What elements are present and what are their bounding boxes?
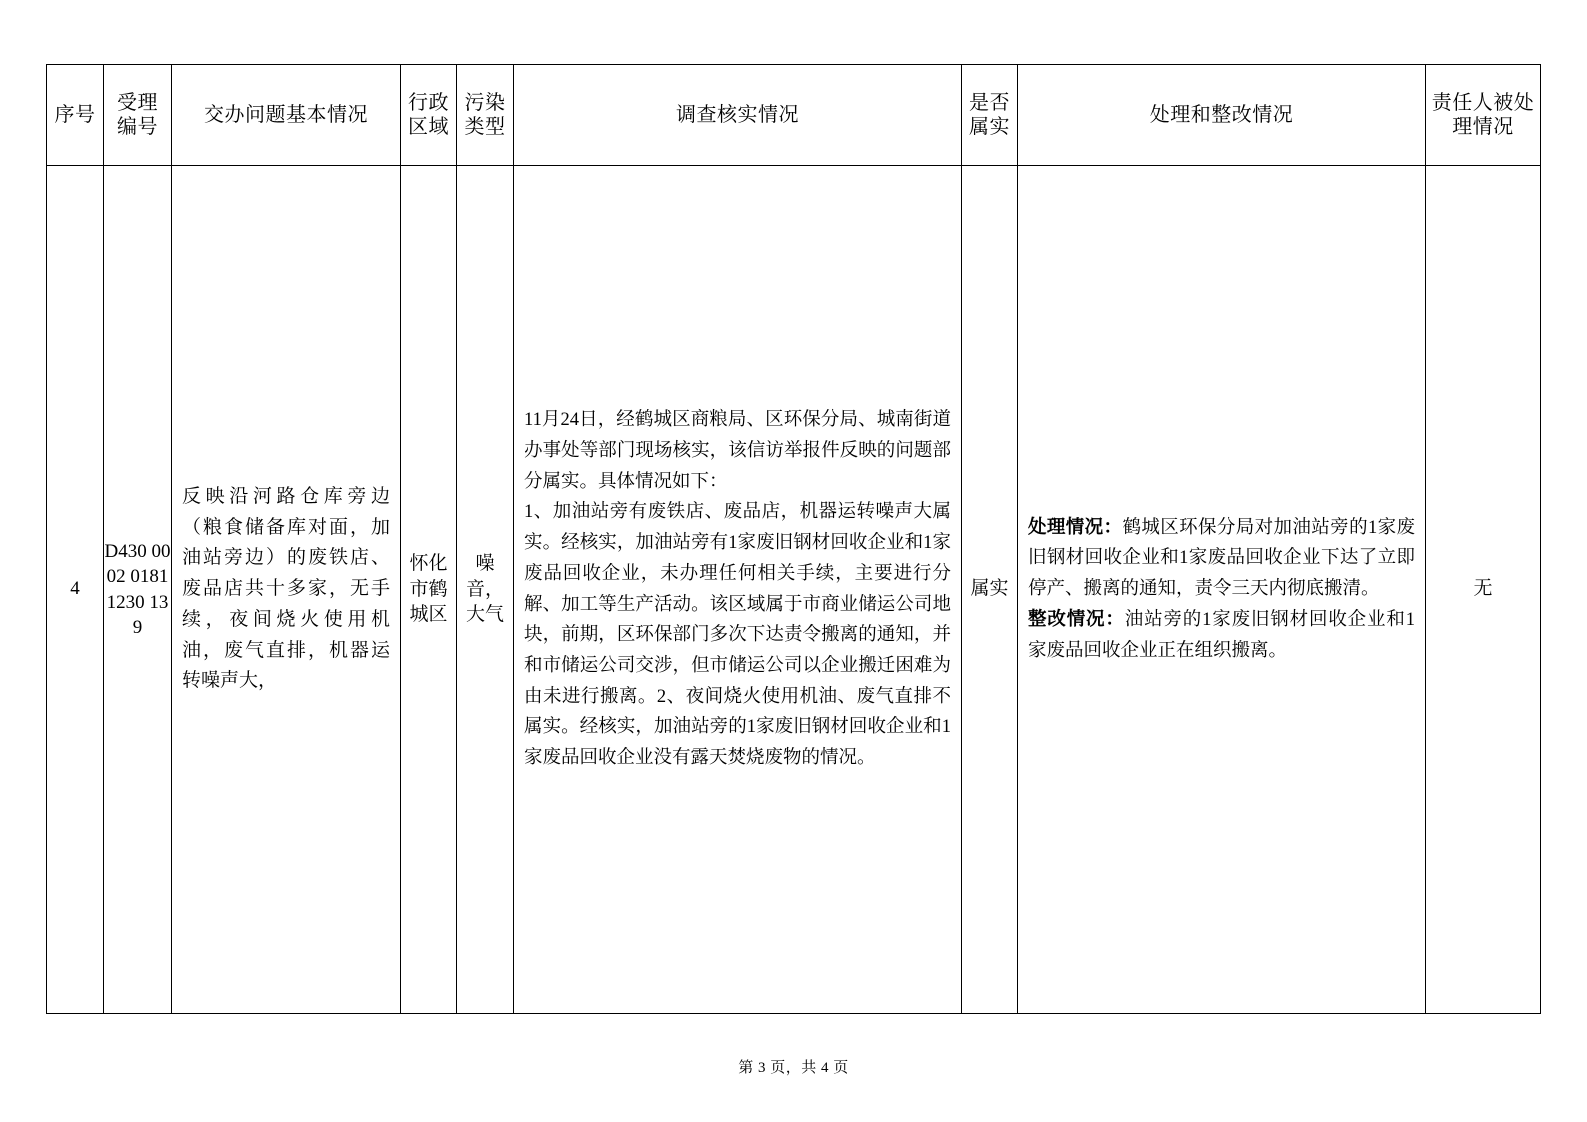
- cell-seq: 4: [47, 166, 104, 1014]
- handling-label-2: 整改情况：: [1028, 609, 1125, 630]
- cell-region: 怀化市鹤城区: [401, 166, 457, 1014]
- column-header-handling: [1018, 65, 1426, 166]
- column-header-region: [401, 65, 457, 166]
- column-header-is-true: [962, 65, 1018, 166]
- handling-text-2: 油站旁的1家废旧钢材回收企业和1家废品回收企业正在组织搬离。: [1028, 609, 1415, 661]
- column-header-person-label: 责任人被处理情况: [1431, 91, 1535, 138]
- cell-person: 无: [1426, 166, 1541, 1014]
- column-header-code-label: 受理编号: [117, 91, 158, 138]
- column-header-seq-label: 序号: [54, 103, 96, 126]
- column-header-investigation-label: 调查核实情况: [676, 103, 799, 126]
- cell-handling-paragraph-1: [1018, 513, 1425, 605]
- column-header-investigation: [514, 65, 962, 166]
- handling-text-1: 鹤城区环保分局对加油站旁的1家废旧钢材回收企业和1家废品回收企业下达了立即停产、搬离的通知，责令三天内彻底搬清。: [1028, 517, 1415, 600]
- column-header-person: [1426, 65, 1541, 166]
- page-footer: 第 3 页，共 4 页: [738, 1060, 849, 1076]
- column-header-is-true-label: 是否属实: [969, 91, 1010, 138]
- handling-label-1: 处理情况：: [1028, 517, 1123, 538]
- column-header-desc-label: 交办问题基本情况: [204, 103, 368, 126]
- column-header-type: [457, 65, 514, 166]
- column-header-seq: [47, 65, 104, 166]
- column-header-type-label: 污染类型: [464, 91, 506, 138]
- cell-handling: [1018, 166, 1426, 1014]
- cell-investigation: [514, 166, 962, 1014]
- column-header-desc: [172, 65, 401, 166]
- column-header-region-label: 行政区域: [408, 91, 449, 138]
- cell-desc: [172, 166, 401, 1014]
- column-header-code: [104, 65, 172, 166]
- cell-desc-text: 反映沿河路仓库旁边（粮食储备库对面，加油站旁边）的废铁店、废品店共十多家，无手续，夜间烧火使用机油，废气直排，机器运转噪声大，: [182, 485, 390, 692]
- table-row: [47, 166, 1541, 1014]
- cell-code: D430 0002 0181 1230 139: [104, 166, 172, 1014]
- cell-handling-paragraph-2: [1018, 605, 1425, 666]
- cell-investigation-paragraph-1: 11月24日，经鹤城区商粮局、区环保分局、城南街道办事处等部门现场核实，该信访举报件反映的问题部分属实。具体情况如下：: [524, 410, 951, 492]
- cell-is-true: 属实: [962, 166, 1018, 1014]
- column-header-handling-label: 处理和整改情况: [1149, 103, 1294, 126]
- cell-type: 噪音，大气: [457, 166, 514, 1014]
- table-header: [47, 65, 1541, 166]
- table-header-row: [47, 65, 1541, 166]
- table-body: [47, 166, 1541, 1014]
- cell-investigation-paragraph-2: 1、加油站旁有废铁店、废品店，机器运转噪声大属实。经核实，加油站旁有1家废旧钢材回收企业和1家废品回收企业，未办理任何相关手续，主要进行分解、加工等生产活动。该区域属于市商业储运公司地块，前期，区环保部门多次下达责令搬离的通知，并和市储运公司交涉，但市储运公司以企业搬迁困难为由未进行搬离。2、夜间烧火使用机油、废气直排不属实。经核实，加油站旁的1家废旧钢材回收企业和1家废品回收企业没有露天焚烧废物的情况。: [524, 502, 951, 769]
- complaint-handling-table: [46, 64, 1541, 1014]
